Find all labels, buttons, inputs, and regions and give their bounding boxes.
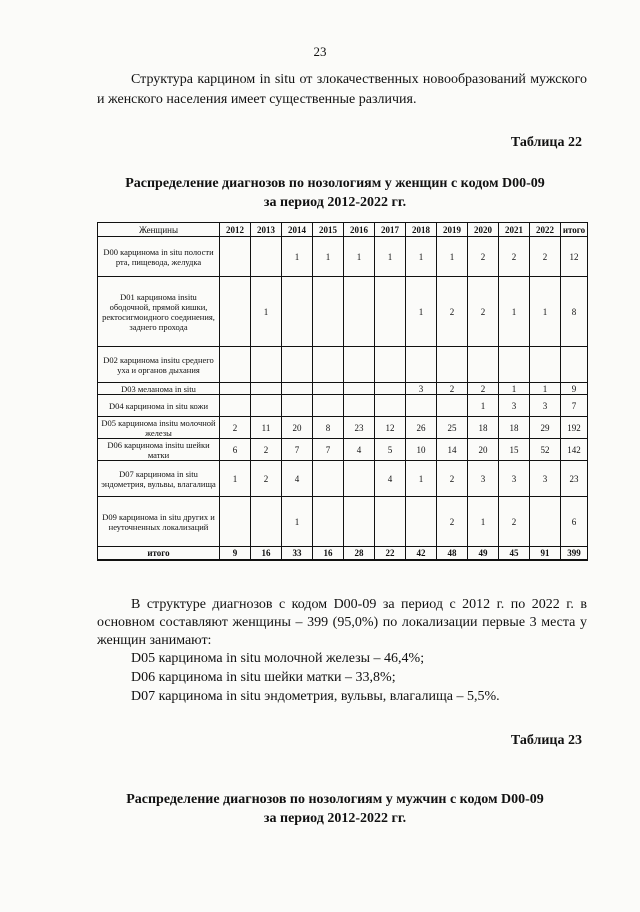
total-row — [98, 547, 588, 561]
header-col-12: итого — [561, 223, 588, 237]
total-cell: 9 — [220, 547, 251, 561]
value-cell — [251, 497, 282, 547]
value-cell: 3 — [530, 461, 561, 497]
value-cell: 2 — [437, 461, 468, 497]
value-cell — [344, 395, 375, 417]
value-cell — [344, 461, 375, 497]
value-cell — [406, 347, 437, 383]
value-cell: 7 — [282, 439, 313, 461]
diagnosis-cell: D05 карцинома insitu молочной железы — [98, 417, 220, 439]
value-cell: 2 — [499, 497, 530, 547]
header-col-7: 2018 — [406, 223, 437, 237]
table-row — [98, 461, 588, 497]
value-cell: 1 — [220, 461, 251, 497]
total-cell: 16 — [251, 547, 282, 561]
header-col-9: 2020 — [468, 223, 499, 237]
value-cell — [282, 347, 313, 383]
total-cell: 45 — [499, 547, 530, 561]
value-cell: 2 — [220, 417, 251, 439]
total-cell: 22 — [375, 547, 406, 561]
table-row — [98, 237, 588, 277]
value-cell: 11 — [251, 417, 282, 439]
value-cell: 20 — [468, 439, 499, 461]
value-cell — [282, 395, 313, 417]
value-cell — [220, 277, 251, 347]
value-cell: 7 — [561, 395, 588, 417]
summary-item-d05: D05 карцинома in situ молочной железы – 46,4%; — [131, 651, 425, 666]
value-cell: 1 — [282, 237, 313, 277]
diagnosis-cell: D07 карцинома in situ эндометрия, вульвы, влагалища — [98, 461, 220, 497]
header-col-10: 2021 — [499, 223, 530, 237]
value-cell — [499, 347, 530, 383]
value-cell — [313, 383, 344, 395]
value-cell — [220, 497, 251, 547]
value-cell: 1 — [468, 395, 499, 417]
value-cell: 2 — [437, 383, 468, 395]
women-diagnosis-table — [97, 222, 588, 561]
value-cell — [375, 383, 406, 395]
value-cell: 1 — [344, 237, 375, 277]
value-cell: 3 — [406, 383, 437, 395]
value-cell — [220, 347, 251, 383]
value-cell — [530, 347, 561, 383]
value-cell: 2 — [499, 237, 530, 277]
table-22-label: Таблица 22 — [510, 135, 582, 150]
value-cell — [530, 497, 561, 547]
value-cell — [406, 395, 437, 417]
table-row — [98, 497, 588, 547]
value-cell: 1 — [406, 277, 437, 347]
diagnosis-cell: D02 карцинома insitu среднего уха и органов дыхания — [98, 347, 220, 383]
total-cell: 33 — [282, 547, 313, 561]
table-row — [98, 383, 588, 395]
diagnosis-cell: D00 карцинома in situ полости рта, пищевода, желудка — [98, 237, 220, 277]
value-cell: 6 — [561, 497, 588, 547]
table-row — [98, 347, 588, 383]
table-23-title — [40, 790, 630, 828]
value-cell: 6 — [220, 439, 251, 461]
value-cell — [251, 383, 282, 395]
value-cell — [375, 347, 406, 383]
header-col-3: 2014 — [282, 223, 313, 237]
value-cell: 192 — [561, 417, 588, 439]
table-row — [98, 395, 588, 417]
value-cell — [437, 347, 468, 383]
value-cell: 1 — [530, 383, 561, 395]
header-col-2: 2013 — [251, 223, 282, 237]
table-22-title-line1: Распределение диагнозов по нозологиям у женщин с кодом D00-09 — [125, 176, 545, 191]
value-cell — [251, 395, 282, 417]
diagnosis-cell: D09 карцинома in situ других и неуточненных локализаций — [98, 497, 220, 547]
value-cell: 1 — [282, 497, 313, 547]
value-cell: 2 — [251, 439, 282, 461]
value-cell: 1 — [437, 237, 468, 277]
value-cell: 8 — [313, 417, 344, 439]
value-cell: 2 — [437, 277, 468, 347]
value-cell: 7 — [313, 439, 344, 461]
value-cell — [220, 395, 251, 417]
total-cell: 91 — [530, 547, 561, 561]
value-cell — [251, 347, 282, 383]
table-row — [98, 439, 588, 461]
value-cell: 8 — [561, 277, 588, 347]
value-cell: 25 — [437, 417, 468, 439]
diagnosis-cell: D01 карцинома insitu ободочной, прямой кишки, ректосигмоидного соединения, заднего прохода — [98, 277, 220, 347]
table-22-title-line2: за период 2012-2022 гг. — [263, 195, 407, 210]
header-col-11: 2022 — [530, 223, 561, 237]
value-cell: 9 — [561, 383, 588, 395]
value-cell: 29 — [530, 417, 561, 439]
value-cell — [561, 347, 588, 383]
value-cell — [282, 277, 313, 347]
intro-paragraph: Структура карцином in situ от злокачественных новообразований мужского и женского населения имеет существенные различия. — [97, 72, 587, 107]
value-cell: 12 — [561, 237, 588, 277]
value-cell: 1 — [499, 277, 530, 347]
header-col-1: 2012 — [220, 223, 251, 237]
value-cell: 5 — [375, 439, 406, 461]
value-cell: 52 — [530, 439, 561, 461]
table-row — [98, 417, 588, 439]
diagnosis-cell: D04 карцинома in situ кожи — [98, 395, 220, 417]
value-cell — [282, 383, 313, 395]
value-cell — [406, 497, 437, 547]
value-cell: 1 — [468, 497, 499, 547]
total-cell: 399 — [561, 547, 588, 561]
value-cell: 3 — [468, 461, 499, 497]
table-header-row — [98, 223, 588, 237]
value-cell: 14 — [437, 439, 468, 461]
value-cell: 4 — [282, 461, 313, 497]
value-cell: 3 — [499, 461, 530, 497]
page-number: 23 — [313, 44, 327, 59]
table-row — [98, 277, 588, 347]
value-cell: 20 — [282, 417, 313, 439]
value-cell: 26 — [406, 417, 437, 439]
value-cell — [313, 497, 344, 547]
value-cell — [344, 383, 375, 395]
value-cell — [375, 395, 406, 417]
total-cell: 28 — [344, 547, 375, 561]
diagnosis-cell: D06 карцинома insitu шейки матки — [98, 439, 220, 461]
value-cell: 2 — [437, 497, 468, 547]
header-col-8: 2019 — [437, 223, 468, 237]
total-cell: 42 — [406, 547, 437, 561]
value-cell — [313, 461, 344, 497]
diagnosis-cell: D03 меланома in situ — [98, 383, 220, 395]
total-label: итого — [98, 547, 220, 561]
value-cell — [437, 395, 468, 417]
value-cell — [220, 237, 251, 277]
value-cell: 142 — [561, 439, 588, 461]
value-cell — [220, 383, 251, 395]
table-23-label: Таблица 23 — [510, 733, 582, 748]
value-cell — [468, 347, 499, 383]
value-cell: 1 — [313, 237, 344, 277]
value-cell: 2 — [251, 461, 282, 497]
value-cell: 1 — [406, 461, 437, 497]
value-cell — [344, 497, 375, 547]
value-cell: 18 — [468, 417, 499, 439]
value-cell: 23 — [561, 461, 588, 497]
value-cell: 12 — [375, 417, 406, 439]
value-cell: 1 — [375, 237, 406, 277]
total-cell: 16 — [313, 547, 344, 561]
value-cell: 15 — [499, 439, 530, 461]
value-cell — [375, 497, 406, 547]
value-cell: 1 — [406, 237, 437, 277]
value-cell — [313, 395, 344, 417]
header-col-6: 2017 — [375, 223, 406, 237]
value-cell — [251, 237, 282, 277]
value-cell — [313, 277, 344, 347]
value-cell: 2 — [468, 383, 499, 395]
value-cell: 1 — [530, 277, 561, 347]
value-cell: 2 — [530, 237, 561, 277]
value-cell: 18 — [499, 417, 530, 439]
value-cell — [344, 347, 375, 383]
total-cell: 49 — [468, 547, 499, 561]
value-cell: 3 — [499, 395, 530, 417]
total-cell: 48 — [437, 547, 468, 561]
value-cell — [313, 347, 344, 383]
value-cell: 10 — [406, 439, 437, 461]
summary-item-d06: D06 карцинома in situ шейки матки – 33,8%; — [131, 670, 396, 685]
value-cell: 4 — [375, 461, 406, 497]
value-cell: 2 — [468, 237, 499, 277]
value-cell: 3 — [530, 395, 561, 417]
value-cell — [375, 277, 406, 347]
summary-paragraph: В структуре диагнозов с кодом D00-09 за период с 2012 г. по 2022 г. в основном составляют женщины – 399 (95,0%) по локализации первые 3 места у женщин занимают: — [97, 597, 587, 648]
header-col-5: 2016 — [344, 223, 375, 237]
value-cell: 1 — [251, 277, 282, 347]
value-cell: 1 — [499, 383, 530, 395]
value-cell: 23 — [344, 417, 375, 439]
header-col-4: 2015 — [313, 223, 344, 237]
value-cell: 2 — [468, 277, 499, 347]
summary-item-d07: D07 карцинома in situ эндометрия, вульвы, влагалища – 5,5%. — [131, 689, 500, 704]
value-cell: 4 — [344, 439, 375, 461]
table-23-title-line1: Распределение диагнозов по нозологиям у мужчин с кодом D00-09 — [126, 792, 544, 807]
table-22-title — [40, 174, 630, 212]
table-23-title-line2: за период 2012-2022 гг. — [263, 811, 407, 826]
value-cell — [344, 277, 375, 347]
header-category: Женщины — [98, 223, 220, 237]
